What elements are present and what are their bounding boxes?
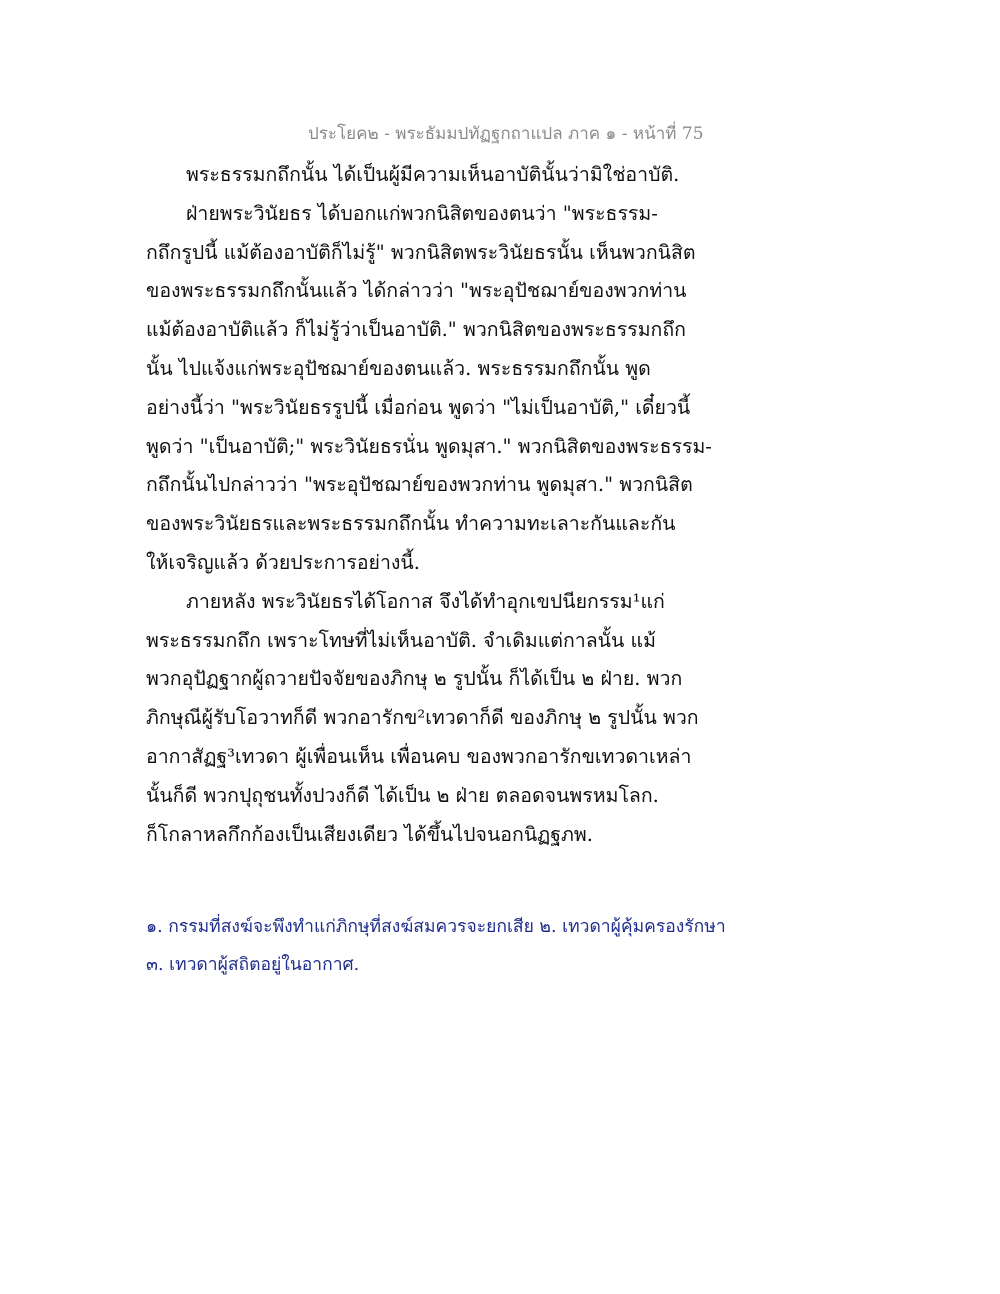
- body-line: กถึกรูปนี้ แม้ต้องอาบัติก็ไม่รู้" พวกนิสิตพระวินัยธรนั้น เห็นพวกนิสิต: [146, 240, 696, 264]
- running-header: ประโยค๒ - พระธัมมปทัฏฐกถาแปล ภาค ๑ - หน้าที่ 75: [308, 124, 704, 144]
- body-line: ของพระวินัยธรและพระธรรมกถึกนั้น ทำความทะเลาะกันและกัน: [146, 512, 676, 536]
- footnotes: [146, 908, 746, 984]
- body-line: ของพระธรรมกถึกนั้นแล้ว ได้กล่าวว่า "พระอุปัชฌาย์ของพวกท่าน: [146, 279, 687, 303]
- body-line: ภิกษุณีผู้รับโอวาทก็ดี พวกอารักข²เทวดาก็ดี ของภิกษุ ๒ รูปนั้น พวก: [146, 706, 699, 730]
- body-line: อย่างนี้ว่า "พระวินัยธรรูปนี้ เมื่อก่อน พูดว่า "ไม่เป็นอาบัติ," เดี๋ยวนี้: [146, 395, 691, 419]
- body-line: ก็โกลาหลกึกก้องเป็นเสียงเดียว ได้ขึ้นไปจนอกนิฏฐภพ.: [146, 822, 593, 846]
- body-line: ภายหลัง พระวินัยธรได้โอกาส จึงได้ทำอุกเขปนียกรรม¹แก่: [186, 589, 665, 613]
- footnote-line: ๓. เทวดาผู้สถิตอยู่ในอากาศ.: [146, 955, 360, 975]
- body-line: นั้นก็ดี พวกปุถุชนทั้งปวงก็ดี ได้เป็น ๒ ฝ่าย ตลอดจนพรหมโลก.: [146, 783, 659, 807]
- body-line: อากาสัฏฐ³เทวดา ผู้เพื่อนเห็น เพื่อนคบ ของพวกอารักขเทวดาเหล่า: [146, 744, 692, 768]
- body-line: พูดว่า "เป็นอาบัติ;" พระวินัยธรนั่น พูดมุสา." พวกนิสิตของพระธรรม-: [146, 434, 712, 458]
- body-line: พระธรรมกถึกนั้น ได้เป็นผู้มีความเห็นอาบัตินั้นว่ามิใช่อาบัติ.: [186, 163, 680, 186]
- body-line: พวกอุปัฏฐากผู้ถวายปัจจัยของภิกษุ ๒ รูปนั้น ก็ได้เป็น ๒ ฝ่าย. พวก: [146, 667, 683, 691]
- body-line: พระธรรมกถึก เพราะโทษที่ไม่เห็นอาบัติ. จำเดิมแต่กาลนั้น แม้: [146, 628, 656, 652]
- footnote-line: ๑. กรรมที่สงฆ์จะพึงทำแก่ภิกษุที่สงฆ์สมควรจะยกเสีย ๒. เทวดาผู้คุ้มครองรักษา: [146, 917, 726, 937]
- body-line: กถึกนั้นไปกล่าวว่า "พระอุปัชฌาย์ของพวกท่าน พูดมุสา." พวกนิสิต: [146, 473, 693, 497]
- body-line: นั้น ไปแจ้งแก่พระอุปัชฌาย์ของตนแล้ว. พระธรรมกถึกนั้น พูด: [146, 356, 651, 380]
- body-line: แม้ต้องอาบัติแล้ว ก็ไม่รู้ว่าเป็นอาบัติ." พวกนิสิตของพระธรรมกถึก: [146, 318, 686, 342]
- body-text: [146, 156, 726, 854]
- body-line: ฝ่ายพระวินัยธร ได้บอกแก่พวกนิสิตของตนว่า "พระธรรม-: [186, 201, 658, 225]
- body-line: ให้เจริญแล้ว ด้วยประการอย่างนี้.: [146, 550, 420, 574]
